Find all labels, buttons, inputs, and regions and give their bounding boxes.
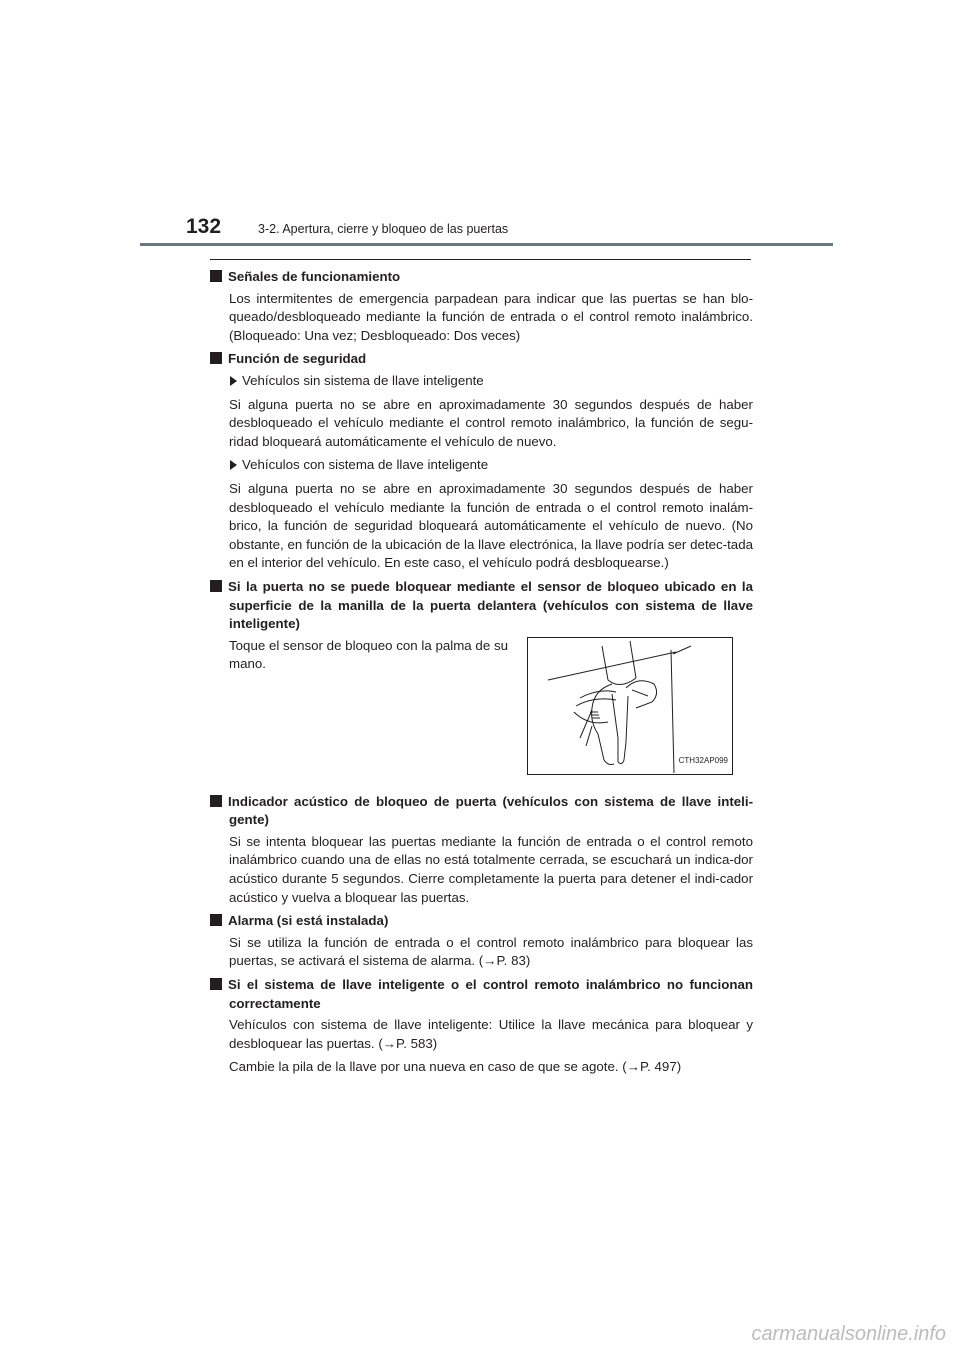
heading-security: Función de seguridad (210, 350, 753, 369)
security-sub1-text: Si alguna puerta no se abre en aproximadamente 30 segundos después de haber desbloqueado el vehículo mediante el control remoto inalámbrico, la función de segu-ridad bloqueará automáticamente el vehículo de nuevo. (229, 396, 753, 449)
watermark: carmanualsonline.info (751, 1323, 946, 1345)
square-bullet-icon (210, 978, 222, 990)
security-sub2-text: Si alguna puerta no se abre en aproximadamente 30 segundos después de haber desbloqueado el vehículo mediante la función de entrada o el control remoto inalám-brico, la función de seguridad bloqueará automáticamente el vehículo de nuevo. (No obstante, en función de la ubicación de la llave electrónica, la llave podría ser detec-tada en el interior del vehículo. En este caso, el vehículo podrá desbloquearse.) (229, 480, 753, 571)
figure-code: CTH32AP099 (678, 756, 728, 766)
heading-signals: Señales de funcionamiento (210, 268, 753, 287)
security-sub2-label: Vehículos con sistema de llave inteligente (210, 456, 753, 475)
square-bullet-icon (210, 270, 222, 282)
malfunction-text-2: Cambie la pila de la llave por una nueva en caso de que se agote. (→P. 497) (229, 1059, 682, 1075)
alarm-text: Si se utiliza la función de entrada o el control remoto inalámbrico para bloquear las puertas, se activará el sistema de alarma. (→P. 83) (229, 934, 753, 969)
square-bullet-icon (210, 352, 222, 364)
triangle-bullet-icon (230, 460, 237, 470)
malfunction-text-1: Vehículos con sistema de llave inteligente: Utilice la llave mecánica para bloquear y desbloquear las puertas. (→P. 583) (229, 1017, 753, 1051)
content-top-rule (210, 259, 751, 260)
hand-on-door-handle-illustration (527, 637, 733, 775)
security-sub1-label: Vehículos sin sistema de llave inteligente (210, 372, 753, 391)
buzzer-text: Si se intenta bloquear las puertas mediante la función de entrada o el control remoto inalámbrico cuando una de ellas no está totalmente cerrada, se escuchará un indica-dor acústico durante 5 segundos. Cierre completamente la puerta para detener el indi-cador acústico y vuelva a bloquear las puertas. (229, 833, 753, 905)
triangle-bullet-icon (230, 376, 237, 386)
page-content (210, 268, 753, 1082)
page-number: 132 (186, 215, 222, 238)
square-bullet-icon (210, 795, 222, 807)
square-bullet-icon (210, 914, 222, 926)
lock-sensor-figure-row (210, 637, 753, 780)
square-bullet-icon (210, 580, 222, 592)
header-rule (140, 243, 833, 246)
heading-lock-sensor: Si la puerta no se puede bloquear mediante el sensor de bloqueo ubicado en la superficie de la manilla de la puerta delantera (vehículos con sistema de llave inteligente) (210, 578, 753, 634)
heading-alarm: Alarma (si está instalada) (210, 912, 753, 931)
signals-text: Los intermitentes de emergencia parpadean para indicar que las puertas se han blo-queado/desbloqueado mediante la función de entrada o el control remoto inalámbrico. (Bloqueado: Una vez; Desbloqueado: Dos veces) (229, 290, 753, 343)
heading-malfunction: Si el sistema de llave inteligente o el control remoto inalámbrico no funcionan correctamente (210, 976, 753, 1013)
lock-sensor-text: Toque el sensor de bloqueo con la palma de su mano. (229, 637, 508, 672)
section-title: 3-2. Apertura, cierre y bloqueo de las puertas (258, 222, 509, 236)
heading-buzzer: Indicador acústico de bloqueo de puerta (vehículos con sistema de llave inteli-gente) (210, 793, 753, 830)
